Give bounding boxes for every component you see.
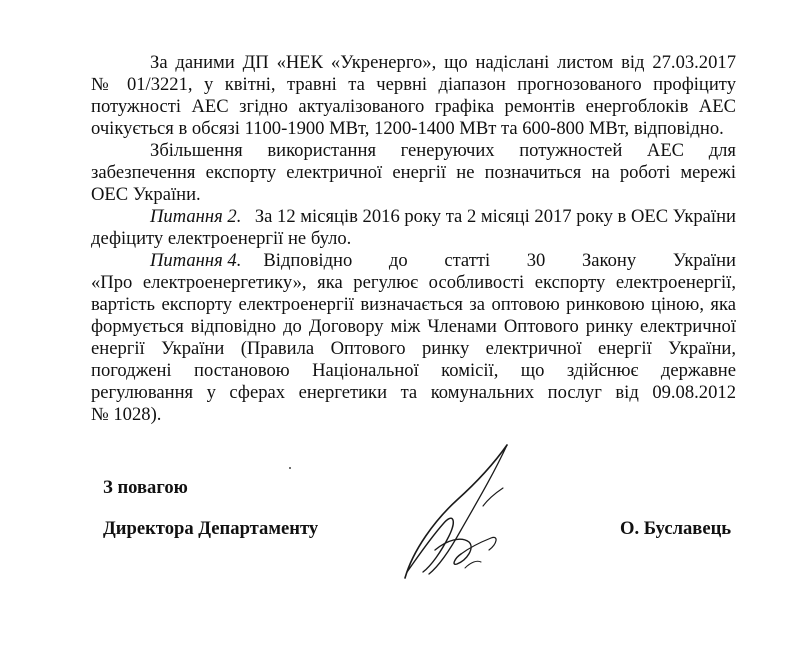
paragraph-3-line-1 [150,206,736,228]
paragraph-4-line-7: регулювання у сферах енергетики та комунальних послуг від 09.08.2012 [91,382,736,403]
paragraph-4-line-4: формується відповідно до Договору між Членами Оптового ринку електричної [91,316,736,337]
paragraph-2-line-1: Збільшення використання генеруючих потужностей АЕС для [150,140,736,161]
paragraph-1-line-2: № 01/3221, у квітні, травні та червні діапазон прогнозованого профіциту [91,74,736,95]
question-2-label: Питання 2. [150,206,242,227]
paragraph-1-line-3: потужності АЕС згідно актуалізованого графіка ремонтів енергоблоків АЕС [91,96,736,117]
paragraph-2-line-2: забезпечення експорту електричної енергії не позначиться на роботі мережі [91,162,736,183]
scan-artifact-dot [289,467,291,469]
question-4-text: Відповідно до статті 30 Закону України [263,250,736,271]
signatory-name: О. Буславець [620,518,732,539]
paragraph-4-line-1 [150,250,736,272]
paragraph-4-line-6: погоджені постановою Національної комісії, що здійснює державне [91,360,736,381]
paragraph-1-line-1: За даними ДП «НЕК «Укренерго», що надіслані листом від 27.03.2017 [150,52,736,73]
handwritten-signature [395,440,535,585]
paragraph-2-line-3: ОЕС України. [91,184,201,205]
paragraph-4-line-8: № 1028). [91,404,162,425]
paragraph-1-line-4: очікується в обсязі 1100-1900 МВт, 1200-1400 МВт та 600-800 МВт, відповідно. [91,118,724,139]
paragraph-4-line-5: енергії України (Правила Оптового ринку електричної енергії України, [91,338,736,359]
question-4-label: Питання 4. [150,250,242,271]
paragraph-4-line-2: «Про електроенергетику», яка регулює особливості експорту електроенергії, [91,272,736,293]
paragraph-4-line-3: вартість експорту електроенергії визначається за оптовою ринковою ціною, яка [91,294,736,315]
paragraph-3-line-2: дефіциту електроенергії не було. [91,228,352,249]
closing-salutation: З повагою [103,477,188,498]
question-2-text: За 12 місяців 2016 року та 2 місяці 2017 року в ОЕС України [254,206,736,227]
signatory-position: Директора Департаменту [103,518,319,539]
